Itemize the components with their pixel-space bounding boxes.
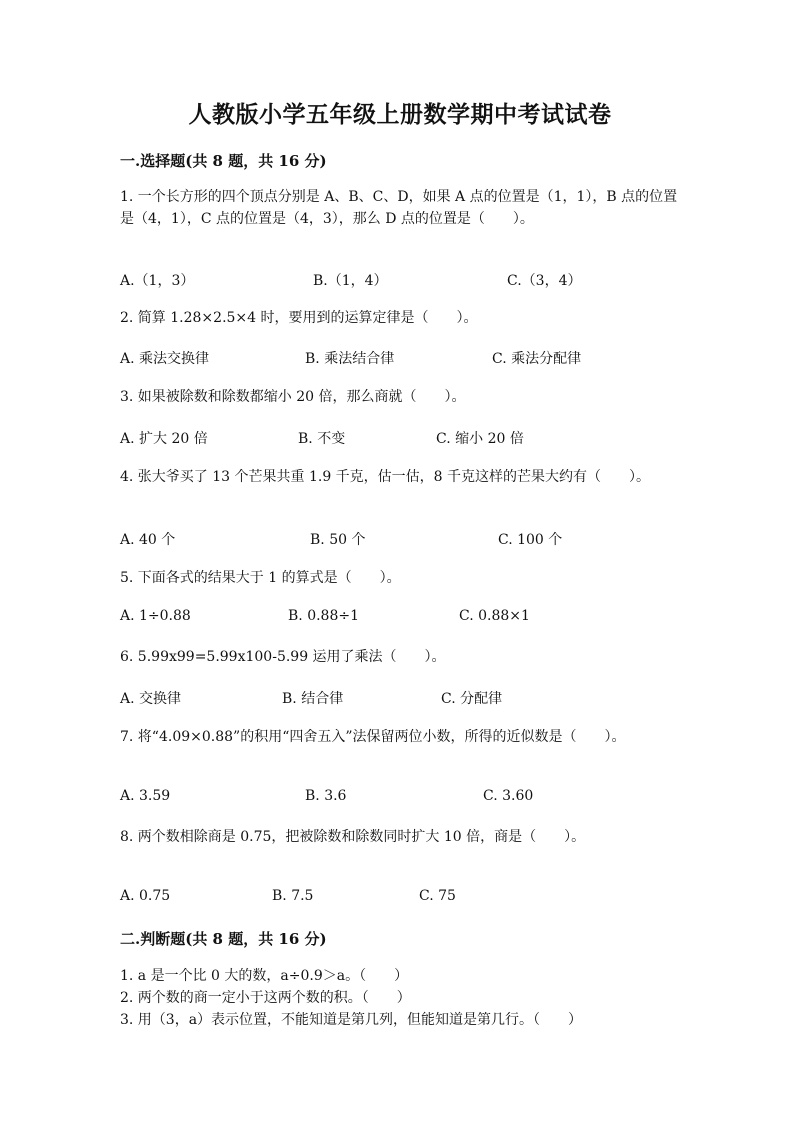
q5-option-a: A. 1÷0.88 [120,608,191,624]
question-4: 4. 张大爷买了 13 个芒果共重 1.9 千克，估一估，8 千克这样的芒果大约有（ ）。 [120,469,651,485]
q5-option-c: C. 0.88×1 [459,608,530,624]
q6-option-c: C. 分配律 [441,691,503,707]
q7-option-c: C. 3.60 [483,788,534,804]
q4-option-a: A. 40 个 [120,532,176,548]
section-heading-choice: 一.选择题(共 8 题，共 16 分) [120,152,327,170]
question-2: 2. 简算 1.28×2.5×4 时，要用到的运算定律是（ ）。 [120,310,478,326]
q7-option-a: A. 3.59 [120,788,171,804]
q1-option-b: B.（1，4） [313,273,388,289]
judge-item-2: 2. 两个数的商一定小于这两个数的积。（ ） [120,990,411,1006]
question-8: 8. 两个数相除商是 0.75，把被除数和除数同时扩大 10 倍，商是（ ）。 [120,829,586,845]
q7-option-b: B. 3.6 [305,788,347,804]
q8-option-c: C. 75 [419,888,456,904]
q2-option-b: B. 乘法结合律 [305,351,395,367]
q4-option-b: B. 50 个 [310,532,366,548]
q6-option-a: A. 交换律 [120,691,182,707]
question-7: 7. 将“4.09×0.88”的积用“四舍五入”法保留两位小数，所得的近似数是（ ）。 [120,729,626,745]
question-3: 3. 如果被除数和除数都缩小 20 倍，那么商就（ ）。 [120,389,466,405]
q1-option-c: C.（3，4） [507,273,582,289]
q5-option-b: B. 0.88÷1 [288,608,359,624]
q6-option-b: B. 结合律 [282,691,344,707]
section-heading-judge: 二.判断题(共 8 题，共 16 分) [120,930,327,948]
q8-option-a: A. 0.75 [120,888,171,904]
q2-option-c: C. 乘法分配律 [492,351,582,367]
q4-option-c: C. 100 个 [498,532,563,548]
q3-option-b: B. 不变 [298,431,346,447]
question-6: 6. 5.99x99=5.99x100-5.99 运用了乘法（ ）。 [120,649,446,665]
judge-item-3: 3. 用（3，a）表示位置，不能知道是第几列，但能知道是第几行。（ ） [120,1012,583,1028]
question-1: 1. 一个长方形的四个顶点分别是 A、B、C、D，如果 A 点的位置是（1，1），B 点的位置是（4，1），C 点的位置是（4，3），那么 D 点的位置是（ ）。 [120,189,678,227]
q2-option-a: A. 乘法交换律 [120,351,210,367]
q3-option-c: C. 缩小 20 倍 [436,431,524,447]
q1-option-a: A.（1，3） [120,273,195,289]
question-5: 5. 下面各式的结果大于 1 的算式是（ ）。 [120,570,401,586]
judge-item-1: 1. a 是一个比 0 大的数，a÷0.9＞a。（ ） [120,968,409,984]
q8-option-b: B. 7.5 [272,888,314,904]
q3-option-a: A. 扩大 20 倍 [120,431,208,447]
page-title: 人教版小学五年级上册数学期中考试试卷 [188,101,612,128]
